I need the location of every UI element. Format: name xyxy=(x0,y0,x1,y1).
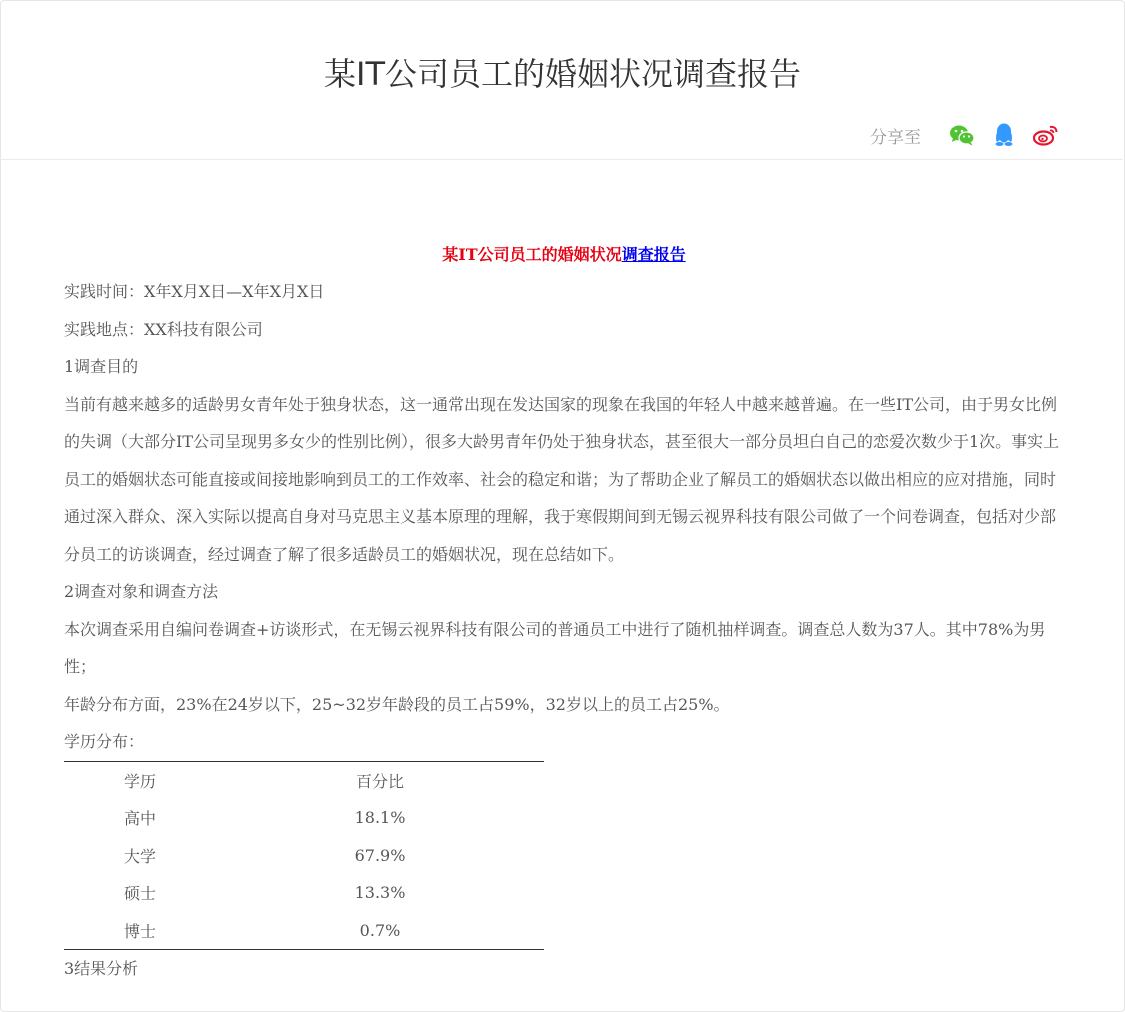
practice-time: 实践时间：X年X月X日—X年X月X日 xyxy=(64,282,325,301)
table-row xyxy=(64,837,544,875)
table-row xyxy=(64,799,544,837)
table-row xyxy=(64,874,544,912)
table-cell: 18.1% xyxy=(354,808,406,828)
doc-title xyxy=(64,236,1064,273)
table-header-cell: 百分比 xyxy=(355,771,404,791)
weibo-icon[interactable] xyxy=(1031,120,1061,150)
section-2-paragraph-2: 年龄分布方面，23%在24岁以下，25~32岁年龄段的员工占59%，32岁以上的员工占25%。 xyxy=(64,694,730,714)
table-cell: 高中 xyxy=(123,809,156,829)
wechat-icon[interactable] xyxy=(947,120,977,150)
education-label: 学历分布： xyxy=(64,732,145,751)
section-3-heading: 3结果分析 xyxy=(64,959,139,978)
practice-place: 实践地点：XX科技有限公司 xyxy=(64,319,263,339)
table-cell: 0.7% xyxy=(359,920,401,940)
doc-title-link[interactable]: 调查报告 xyxy=(621,245,686,264)
section-2-heading: 2调查对象和调查方法 xyxy=(64,582,219,601)
table-row xyxy=(64,912,544,950)
section-2-paragraph-1: 本次调查采用自编问卷调查+访谈形式，在无锡云视界科技有限公司的普通员工中进行了随机抽样调查。调查总人数为37人。其中78%为男性； xyxy=(64,619,1046,676)
page-title: 某IT公司员工的婚姻状况调查报告 xyxy=(324,55,801,93)
doc-title-text: 某IT公司员工的婚姻状况 xyxy=(442,245,622,264)
article-content xyxy=(64,236,1064,988)
page-header xyxy=(0,0,1123,160)
section-1-heading: 1调查目的 xyxy=(64,357,139,376)
share-bar xyxy=(870,120,1061,150)
table-cell: 硕士 xyxy=(123,884,156,904)
share-label: 分享至 xyxy=(870,127,921,148)
table-cell: 大学 xyxy=(123,846,156,866)
qq-icon[interactable] xyxy=(989,120,1019,150)
table-header-row xyxy=(64,761,544,799)
table-cell: 13.3% xyxy=(354,883,406,903)
table-cell: 博士 xyxy=(123,921,156,941)
table-cell: 67.9% xyxy=(354,845,406,865)
education-table xyxy=(64,761,544,951)
section-1-paragraph: 当前有越来越多的适龄男女青年处于独身状态，这一通常出现在发达国家的现象在我国的年轻人中越来越普遍。在一些IT公司，由于男女比例的失调（大部分IT公司呈现男多女少的性别比例），很多大龄男青年仍处于独身状态，甚至很大一部分员坦白自己的恋爱次数少于1次。事实上员工的婚姻状态可能直接或间接地影响到员工的工作效率、社会的稳定和谐；为了帮助企业了解员工的婚姻状态以做出相应的应对措施，同时通过深入群众、深入实际以提高自身对马克思主义基本原理的理解，我于寒假期间到无锡云视界科技有限公司做了一个问卷调查，包括对少部分员工的访谈调查，经过调查了解了很多适龄员工的婚姻状况，现在总结如下。 xyxy=(64,394,1060,564)
table-header-cell: 学历 xyxy=(123,771,156,791)
